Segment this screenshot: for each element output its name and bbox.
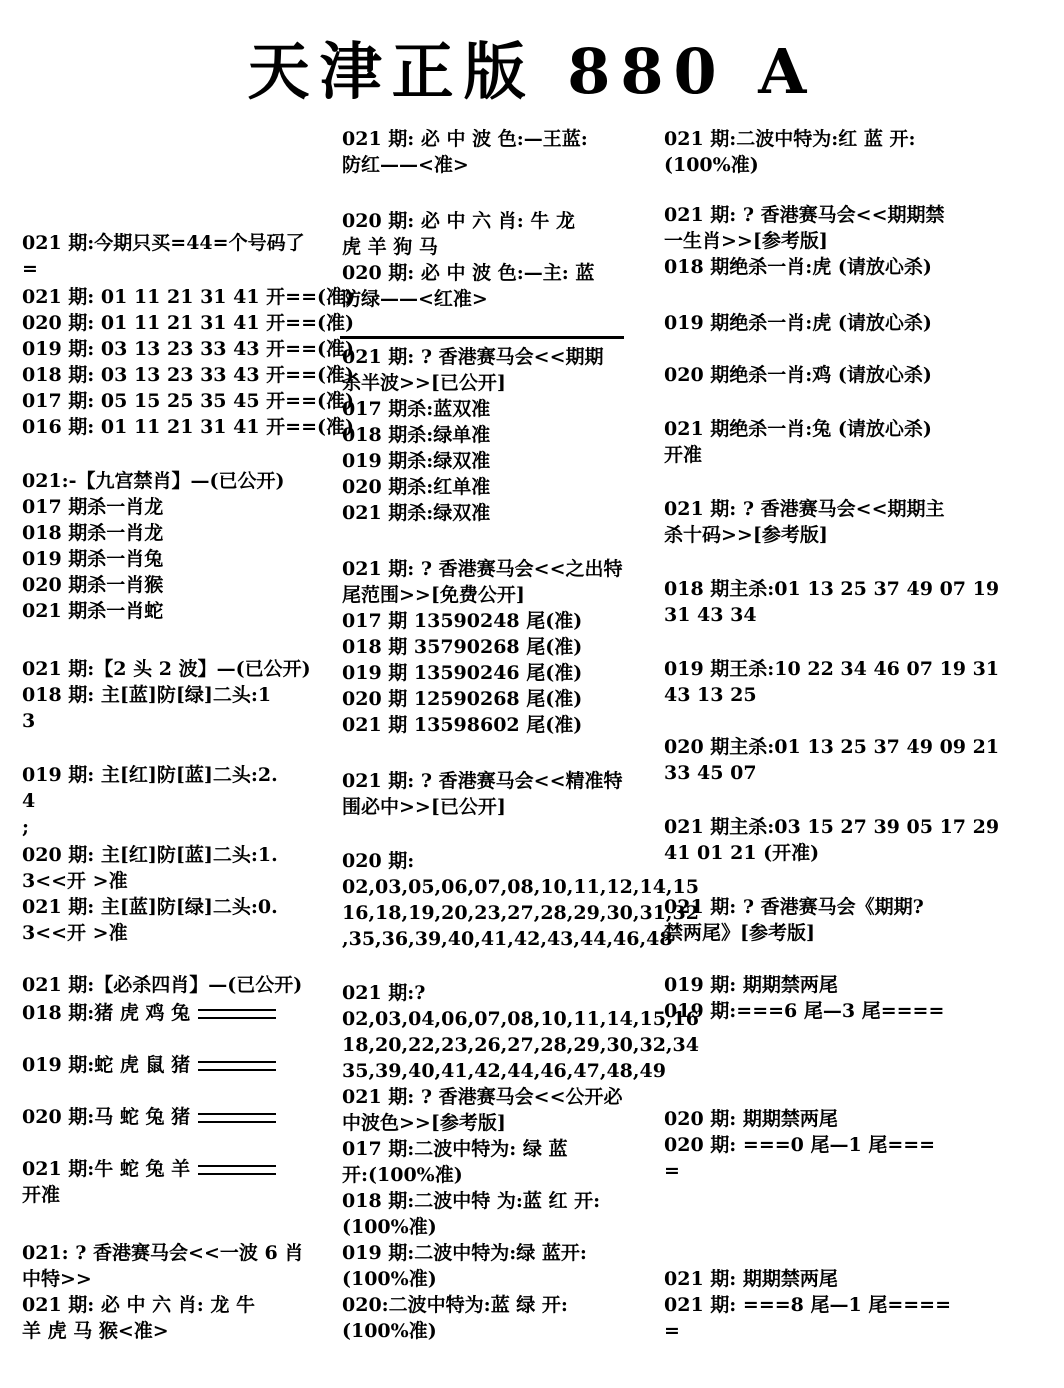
text-line: = — [664, 1320, 680, 1342]
text-line: 杀十码>>[参考版] — [664, 524, 828, 546]
text-line: 018 期: 主[蓝]防[绿]二头:1 — [22, 684, 272, 706]
right-block-10 — [664, 814, 999, 866]
left-block-3 — [22, 468, 285, 624]
right-block-1 — [664, 126, 916, 178]
text-line: 019 期: 03 13 23 33 43 开==(准) — [22, 338, 354, 360]
text-line: 开准 — [664, 444, 703, 466]
text-line: 021 期: 01 11 21 31 41 开==(准) — [22, 286, 354, 308]
text-line: 021 期:今期只买=44=个号码了 — [22, 232, 305, 254]
right-block-2 — [664, 202, 945, 280]
text-line: 中特>> — [22, 1268, 92, 1290]
text-line: 尾范围>>[免费公开] — [342, 584, 525, 606]
text-line: 021 期: ? 香港赛马会<<期期禁 — [664, 204, 945, 226]
text-line: 017 期杀一肖龙 — [22, 496, 164, 518]
text-line: 019 期王杀:10 22 34 46 07 19 31 — [664, 658, 1000, 680]
text-line: 018 期: 03 13 23 33 43 开==(准) — [22, 364, 354, 386]
right-block-4 — [664, 362, 932, 388]
text-line: 021 期: ? 香港赛马会<<公开必 — [342, 1086, 623, 1108]
double-rule — [198, 1061, 276, 1071]
text-line: 021 期: ? 香港赛马会<<期期 — [342, 346, 604, 368]
right-block-3 — [664, 310, 932, 336]
text-line: 021 期:牛 蛇 兔 羊 — [22, 1156, 276, 1182]
text-line: 021 期 13598602 尾(准) — [342, 714, 583, 736]
text-line: 018 期杀一肖龙 — [22, 522, 164, 544]
text-line: 020 期:马 蛇 兔 猪 — [22, 1104, 276, 1130]
text-line: 羊 虎 马 猴<准> — [22, 1320, 169, 1342]
mid-block-2 — [342, 208, 594, 312]
mid-block-6 — [342, 848, 699, 952]
page-title: 天津正版 880 A — [247, 35, 817, 108]
text-line: 3 — [22, 710, 36, 732]
text-line: 020 期杀一肖猴 — [22, 574, 164, 596]
text-line: 33 45 07 — [664, 762, 757, 784]
right-block-7 — [664, 576, 999, 628]
text-line: = — [22, 258, 38, 280]
text-line: 021 期杀:绿双准 — [342, 502, 491, 524]
left-block-1 — [22, 230, 305, 282]
left-block-7 — [22, 972, 302, 998]
text-line: 禁两尾》[参考版] — [664, 922, 815, 944]
text-line: 4 — [22, 790, 36, 812]
text-line: 021 期: ? 香港赛马会<<精准特 — [342, 770, 623, 792]
text-line: 31 43 34 — [664, 604, 757, 626]
double-rule — [198, 1165, 276, 1175]
text-line: 18,20,22,23,26,27,28,29,30,32,34 — [342, 1034, 699, 1056]
text-line: 虎 羊 狗 马 — [342, 236, 438, 258]
text-line: 一生肖>>[参考版] — [664, 230, 828, 252]
text-line: 020 期杀:红单准 — [342, 476, 491, 498]
right-block-6 — [664, 496, 945, 548]
text-line: 41 01 21 (开准) — [664, 842, 820, 864]
text-line: = — [664, 1160, 680, 1182]
text-line: 021 期: ? 香港赛马会<<之出特 — [342, 558, 623, 580]
text-line: 019 期: 主[红]防[蓝]二头:2. — [22, 764, 278, 786]
text-line: 019 期:蛇 虎 鼠 猪 — [22, 1052, 276, 1078]
mid-block-4 — [342, 556, 623, 738]
text-line: 中波色>>[参考版] — [342, 1112, 506, 1134]
right-block-5 — [664, 416, 932, 468]
text-line: 021 期:【必杀四肖】—(已公开) — [22, 974, 303, 996]
text-line: 围必中>>[已公开] — [342, 796, 506, 818]
text-line: 开:(100%准) — [342, 1164, 463, 1186]
text-line: 021 期: 期期禁两尾 — [664, 1268, 838, 1290]
text-line: 020 期: ===0 尾—1 尾=== — [664, 1134, 936, 1156]
text-line: 020 期: 01 11 21 31 41 开==(准) — [22, 312, 354, 334]
text-line: 019 期杀一肖兔 — [22, 548, 164, 570]
text-line: ,35,36,39,40,41,42,43,44,46,48 — [342, 928, 673, 950]
text-line: 杀半波>>[已公开] — [342, 372, 506, 394]
text-line: 021 期:【2 头 2 波】—(已公开) — [22, 658, 311, 680]
text-line: 017 期杀:蓝双准 — [342, 398, 491, 420]
left-block-2 — [22, 284, 354, 440]
double-rule — [198, 1113, 276, 1123]
left-block-5 — [22, 762, 278, 840]
text-line: 020:二波中特为:蓝 绿 开: — [342, 1294, 568, 1316]
text-line: 016 期: 01 11 21 31 41 开==(准) — [22, 416, 354, 438]
text-line: 021: ? 香港赛马会<<一波 6 肖 — [22, 1242, 304, 1264]
mid-block-7 — [342, 980, 699, 1344]
text-line: 16,18,19,20,23,27,28,29,30,31,32 — [342, 902, 699, 924]
mid-block-3 — [342, 344, 604, 526]
text-line: 021 期绝杀一肖:兔 (请放心杀) — [664, 418, 932, 440]
text-line: 019 期 13590246 尾(准) — [342, 662, 583, 684]
section-divider — [340, 336, 624, 339]
right-block-9 — [664, 734, 999, 786]
right-block-13 — [664, 1106, 935, 1184]
right-block-8 — [664, 656, 999, 708]
text-line: 020 期主杀:01 13 25 37 49 09 21 — [664, 736, 1000, 758]
right-block-11 — [664, 894, 924, 946]
mid-block-5 — [342, 768, 623, 820]
text-line: (100%准) — [342, 1216, 437, 1238]
text-line: 3<<开 >准 — [22, 870, 128, 892]
text-line: 021 期: 必 中 波 色:—王蓝: — [342, 128, 588, 150]
text-line: 02,03,04,06,07,08,10,11,14,15,16 — [342, 1008, 699, 1030]
text-line: 020 期: 必 中 波 色:—主: 蓝 — [342, 262, 595, 284]
text-line: 021:-【九宫禁肖】—(已公开) — [22, 470, 285, 492]
text-line: 018 期:猪 虎 鸡 兔 — [22, 1000, 276, 1026]
text-line: 开准 — [22, 1184, 61, 1206]
text-line: 3<<开 >准 — [22, 922, 128, 944]
text-line: 防红——<准> — [342, 154, 469, 176]
text-line: 020 期: — [342, 850, 415, 872]
text-line: 018 期:二波中特 为:蓝 红 开: — [342, 1190, 601, 1212]
text-line: (100%准) — [342, 1320, 437, 1342]
text-line: 019 期: 期期禁两尾 — [664, 974, 838, 996]
double-rule — [198, 1009, 276, 1019]
text-line: 019 期杀:绿双准 — [342, 450, 491, 472]
text-line: (100%准) — [664, 154, 759, 176]
text-line: 35,39,40,41,42,44,46,47,48,49 — [342, 1060, 666, 1082]
text-line: 019 期:二波中特为:绿 蓝开: — [342, 1242, 587, 1264]
text-line: 020 期: 主[红]防[蓝]二头:1. — [22, 844, 278, 866]
text-line: 021 期: 主[蓝]防[绿]二头:0. — [22, 896, 278, 918]
text-line: 017 期: 05 15 25 35 45 开==(准) — [22, 390, 354, 412]
text-line: 020 期: 期期禁两尾 — [664, 1108, 838, 1130]
text-line: 017 期 13590248 尾(准) — [342, 610, 583, 632]
left-block-4 — [22, 656, 311, 734]
text-line: 018 期杀:绿单准 — [342, 424, 491, 446]
text-line: 017 期:二波中特为: 绿 蓝 — [342, 1138, 568, 1160]
left-block-6 — [22, 842, 278, 946]
text-line: 019 期绝杀一肖:虎 (请放心杀) — [664, 312, 932, 334]
text-line: 02,03,05,06,07,08,10,11,12,14,15 — [342, 876, 699, 898]
text-line: 018 期 35790268 尾(准) — [342, 636, 583, 658]
kill-four-zodiac-rows — [22, 1000, 276, 1208]
text-line: 018 期主杀:01 13 25 37 49 07 19 — [664, 578, 1000, 600]
text-line: 019 期:===6 尾—3 尾==== — [664, 1000, 945, 1022]
text-line: 021 期:二波中特为:红 蓝 开: — [664, 128, 916, 150]
text-line: 021 期: 必 中 六 肖: 龙 牛 — [22, 1294, 255, 1316]
text-line: 020 期绝杀一肖:鸡 (请放心杀) — [664, 364, 932, 386]
text-line: 防绿——<红准> — [342, 288, 488, 310]
text-line: 43 13 25 — [664, 684, 757, 706]
right-block-14 — [664, 1266, 951, 1344]
text-line: 021 期: ? 香港赛马会《期期? — [664, 896, 924, 918]
text-line: (100%准) — [342, 1268, 437, 1290]
text-line: 020 期 12590268 尾(准) — [342, 688, 583, 710]
text-line: 021 期: ? 香港赛马会<<期期主 — [664, 498, 945, 520]
mid-block-1 — [342, 126, 588, 178]
text-line: 021 期主杀:03 15 27 39 05 17 29 — [664, 816, 1000, 838]
right-block-12 — [664, 972, 944, 1024]
text-line: 021 期: ===8 尾—1 尾==== — [664, 1294, 952, 1316]
text-line: 018 期绝杀一肖:虎 (请放心杀) — [664, 256, 932, 278]
left-block-9 — [22, 1240, 303, 1344]
text-line: 021 期:? — [342, 982, 426, 1004]
text-line: 021 期杀一肖蛇 — [22, 600, 164, 622]
text-line: 020 期: 必 中 六 肖: 牛 龙 — [342, 210, 575, 232]
text-line: ; — [22, 816, 30, 838]
